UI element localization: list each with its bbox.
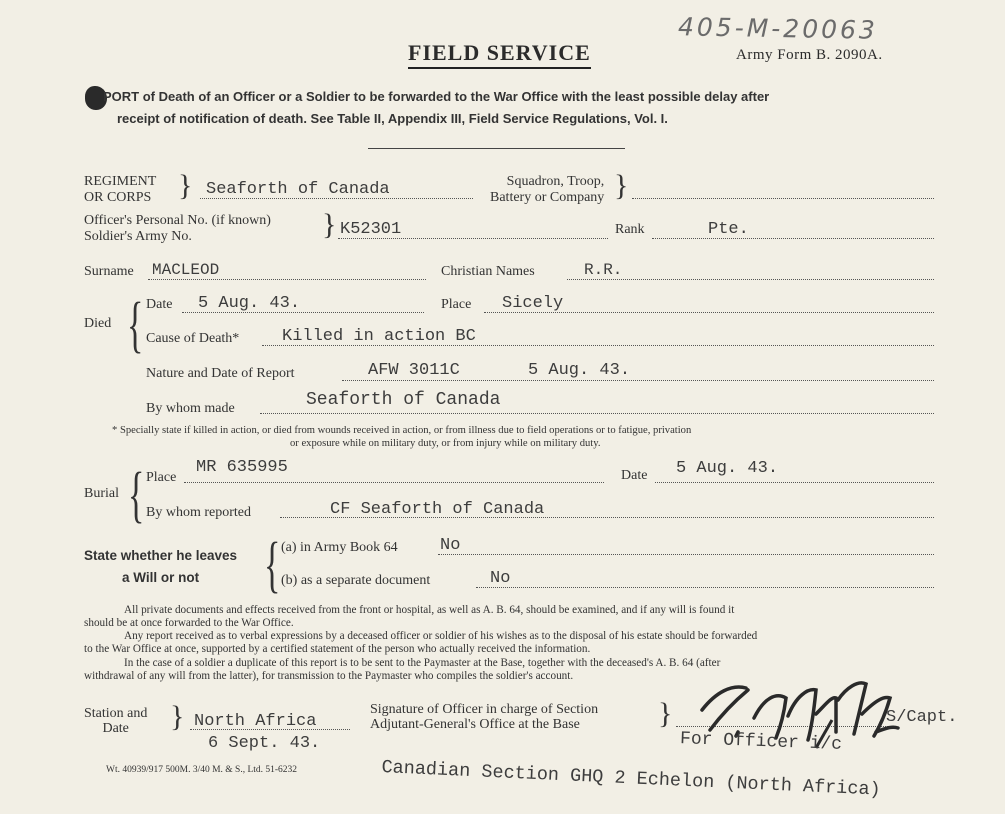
for-officer: For Officer i/c [679, 729, 843, 755]
footnote-line-1: * Specially state if killed in action, or died from wounds received in action, or from illness due to field operations or to fatigue, privation [112, 425, 692, 436]
will-brace: { [264, 531, 281, 599]
instruction-1-line-1: All private documents and effects received from the front or hospital, as well as A. B. 64, should be examined, and if any will is found it [124, 604, 735, 616]
section-stamp: Canadian Section GHQ 2 Echelon (North Africa) [381, 757, 882, 801]
burial-date-value: 5 Aug. 43. [676, 459, 779, 478]
will-a-label: (a) in Army Book 64 [281, 540, 398, 555]
burial-brace: { [128, 461, 145, 529]
squadron-label: Squadron, Troop, Battery or Company [490, 174, 605, 205]
footnote-line-2: or exposure while on military duty, or from injury while on military duty. [290, 438, 601, 449]
rank-value: Pte. [708, 220, 749, 239]
regiment-brace: } [178, 169, 193, 202]
handwritten-reference: 405-M-20063 [677, 12, 879, 45]
died-place-line [484, 312, 934, 313]
will-b-value: No [490, 569, 511, 588]
personal-no-label: Officer's Personal No. (if known) Soldier's Army No. [84, 213, 271, 244]
instruction-1-line-2: should be at once forwarded to the War Office. [84, 617, 294, 629]
instruction-3-line-1: In the case of a soldier a duplicate of this report is to be sent to the Paymaster at the Base, together with the deceased's A. B. 64 (after [124, 657, 721, 669]
burial-place-label: Place [146, 470, 177, 485]
header-divider [368, 148, 625, 149]
cause-label: Cause of Death* [146, 331, 240, 346]
nature-date-value: 5 Aug. 43. [528, 361, 631, 380]
intro-line-1: PORT of Death of an Officer or a Soldier to be forwarded to the War Office with the least possible delay after [103, 89, 770, 104]
nature-line [342, 380, 934, 381]
instruction-3-line-2: withdrawal of any will from the latter), for transmission to the Paymaster who compiles the soldier's account. [84, 670, 574, 682]
surname-line [148, 279, 426, 280]
nature-label: Nature and Date of Report [146, 366, 295, 381]
regiment-value: Seaforth of Canada [206, 180, 390, 199]
died-label: Died [84, 316, 112, 331]
burial-date-label: Date [621, 468, 648, 483]
will-b-label: (b) as a separate document [281, 573, 431, 588]
by-whom-value: Seaforth of Canada [306, 390, 501, 410]
cause-value: Killed in action BC [282, 327, 476, 346]
will-label-1: State whether he leaves [84, 548, 238, 563]
station-line [190, 729, 350, 730]
personal-no-brace: } [322, 208, 337, 241]
form-id: Army Form B. 2090A. [736, 47, 883, 63]
christian-names-label: Christian Names [441, 264, 535, 279]
died-place-value: Sicely [502, 294, 564, 313]
will-b-line [476, 587, 934, 588]
station-date: 6 Sept. 43. [208, 734, 321, 753]
squadron-brace: } [614, 169, 629, 202]
regiment-label: REGIMENT OR CORPS [84, 174, 157, 205]
burial-place-line [184, 482, 604, 483]
by-whom-line [260, 413, 934, 414]
signature-rank: S/Capt. [886, 708, 958, 727]
station-value: North Africa [194, 712, 317, 731]
christian-names-line [567, 279, 934, 280]
burial-date-line [655, 482, 934, 483]
will-label-2: a Will or not [122, 570, 200, 585]
personal-no-value: K52301 [340, 220, 402, 239]
died-date-value: 5 Aug. 43. [198, 294, 301, 313]
will-a-value: No [440, 536, 461, 555]
christian-names-value: R.R. [584, 261, 623, 279]
rank-label: Rank [615, 222, 645, 237]
reported-line [280, 517, 934, 518]
reported-value: CF Seaforth of Canada [330, 500, 545, 519]
died-brace: { [127, 291, 144, 359]
reported-label: By whom reported [146, 505, 251, 520]
personal-no-line [338, 238, 608, 239]
rank-line [652, 238, 934, 239]
instruction-2-line-2: to the War Office at once, supported by a certified statement of the person who actually received the information. [84, 643, 591, 655]
signature-label: Signature of Officer in charge of Section Adjutant-General's Office at the Base [370, 702, 599, 732]
died-date-label: Date [146, 297, 173, 312]
instruction-2-line-1: Any report received as to verbal expressions by a deceased officer or soldier of his wishes as to the disposal of his estate should be forwarded [124, 630, 758, 642]
station-brace: } [170, 700, 185, 733]
died-date-line [182, 312, 424, 313]
burial-label: Burial [84, 486, 119, 501]
station-label: Station and Date [84, 706, 148, 736]
printer-line: Wt. 40939/917 500M. 3/40 M. & S., Ltd. 51-6232 [106, 765, 298, 775]
surname-value: MACLEOD [152, 261, 220, 279]
intro-line-2: receipt of notification of death. See Table II, Appendix III, Field Service Regulations, Vol. I. [117, 111, 668, 126]
surname-label: Surname [84, 264, 134, 279]
cause-line [262, 345, 934, 346]
form-title: FIELD SERVICE [408, 40, 591, 69]
by-whom-label: By whom made [146, 401, 235, 416]
will-a-line [438, 554, 934, 555]
nature-value: AFW 3011C [368, 361, 460, 380]
signature-brace: } [658, 697, 673, 730]
signature-text [700, 694, 876, 734]
burial-place-value: MR 635995 [196, 458, 288, 477]
squadron-line [632, 198, 934, 199]
died-place-label: Place [441, 297, 472, 312]
regiment-line [200, 198, 473, 199]
